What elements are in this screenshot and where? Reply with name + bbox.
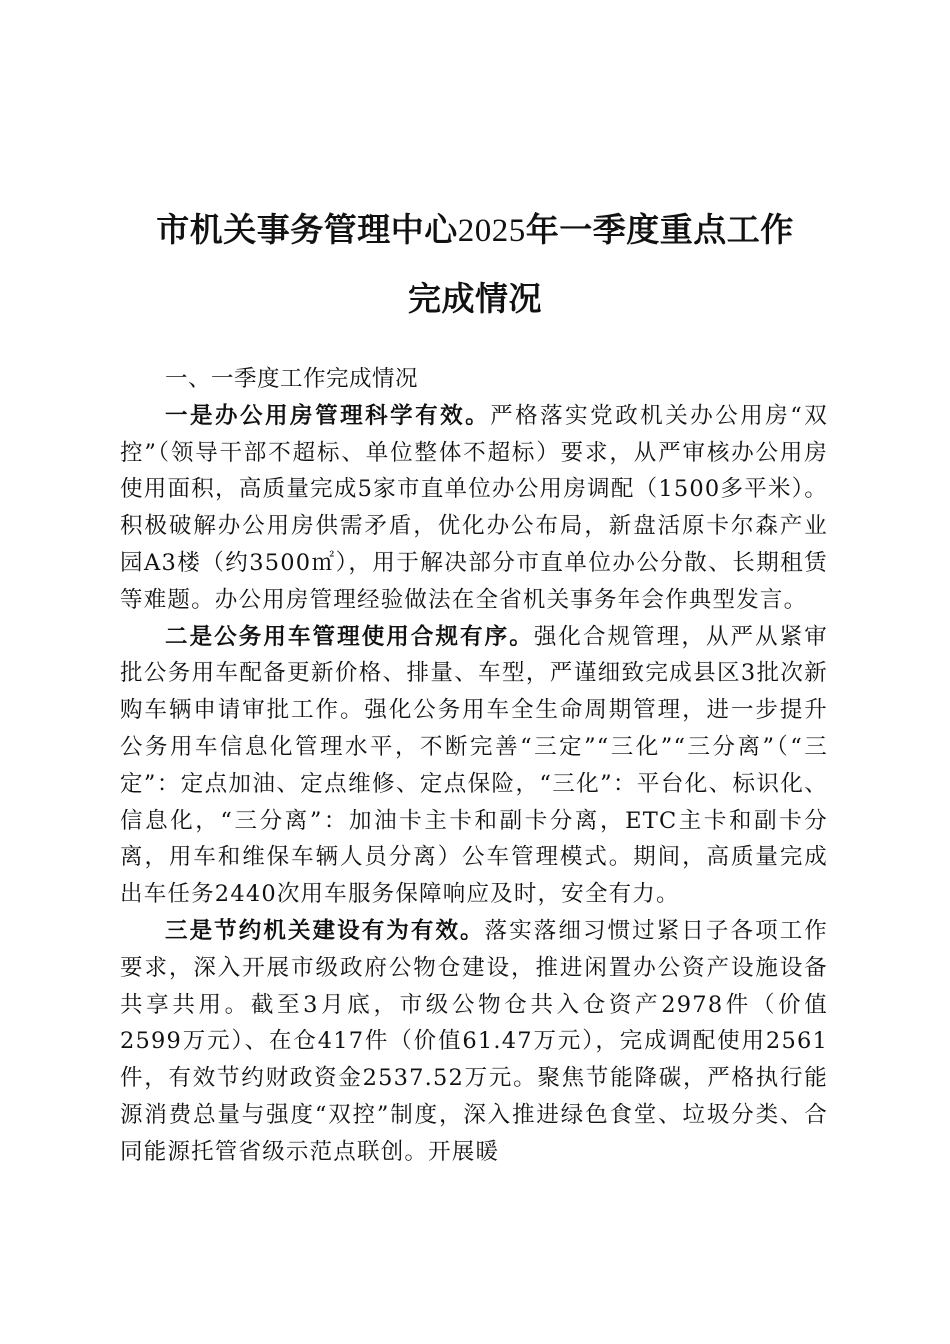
title-line2: 完成情况 <box>408 279 542 318</box>
paragraph-lead: 三是节约机关建设有为有效。 <box>165 917 485 944</box>
paragraph-text: 严格落实党政机关办公用房“双控”（领导干部不超标、单位整体不超标）要求，从严审核办公用房使用面积，高质量完成5家市直单位办公用房调配（1500多平米）。积极破解办公用房供需矛盾，优化办公布局，新盘活原卡尔森产业园A3楼（约3500㎡），用于解决部分市直单位办公分散、长期租赁等难题。办公用房管理经验做法在全省机关事务年会作典型发言。 <box>120 402 828 613</box>
paragraph-text: 强化合规管理，从严从紧审批公务用车配备更新价格、排量、车型，严谨细致完成县区3批次新购车辆申请审批工作。强化公务用车全生命周期管理，进一步提升公务用车信息化管理水平，不断完善“三定”“三化”“三分离”（“三定”：定点加油、定点维修、定点保险，“三化”：平台化、标识化、信息化，“三分离”：加油卡主卡和副卡分离，ETC主卡和副卡分离，用车和维保车辆人员分离）公车管理模式。期间，高质量完成出车任务2440次用车服务保障响应及时，安全有力。 <box>120 623 828 908</box>
paragraph-text: 落实落细习惯过紧日子各项工作要求，深入开展市级政府公物仓建设，推进闲置办公资产设施设备共享共用。截至3月底，市级公物仓共入仓资产2978件（价值2599万元）、在仓417件（价值61.47万元），完成调配使用2561件，有效节约财政资金2537.52万元。聚焦节能降碳，严格执行能源消费总量与强度“双控”制度，深入推进绿色食堂、垃圾分类、合同能源托管省级示范点联创。开展暖 <box>120 917 828 1165</box>
title-line1-a: 市机关事务管理中心 <box>156 210 458 249</box>
paragraph-official-vehicles <box>120 619 828 913</box>
title-line1-b: 年一季度重点工作 <box>525 210 794 249</box>
paragraph-frugal-agency <box>120 913 828 1171</box>
document-title <box>110 196 840 333</box>
paragraph-office-space <box>120 398 828 619</box>
document-body <box>120 361 828 1171</box>
section-heading: 一、一季度工作完成情况 <box>165 366 419 392</box>
paragraph-lead: 一是办公用房管理科学有效。 <box>165 402 491 429</box>
title-year: 2025 <box>457 213 526 249</box>
paragraph-lead: 二是公务用车管理使用合规有序。 <box>165 623 534 650</box>
